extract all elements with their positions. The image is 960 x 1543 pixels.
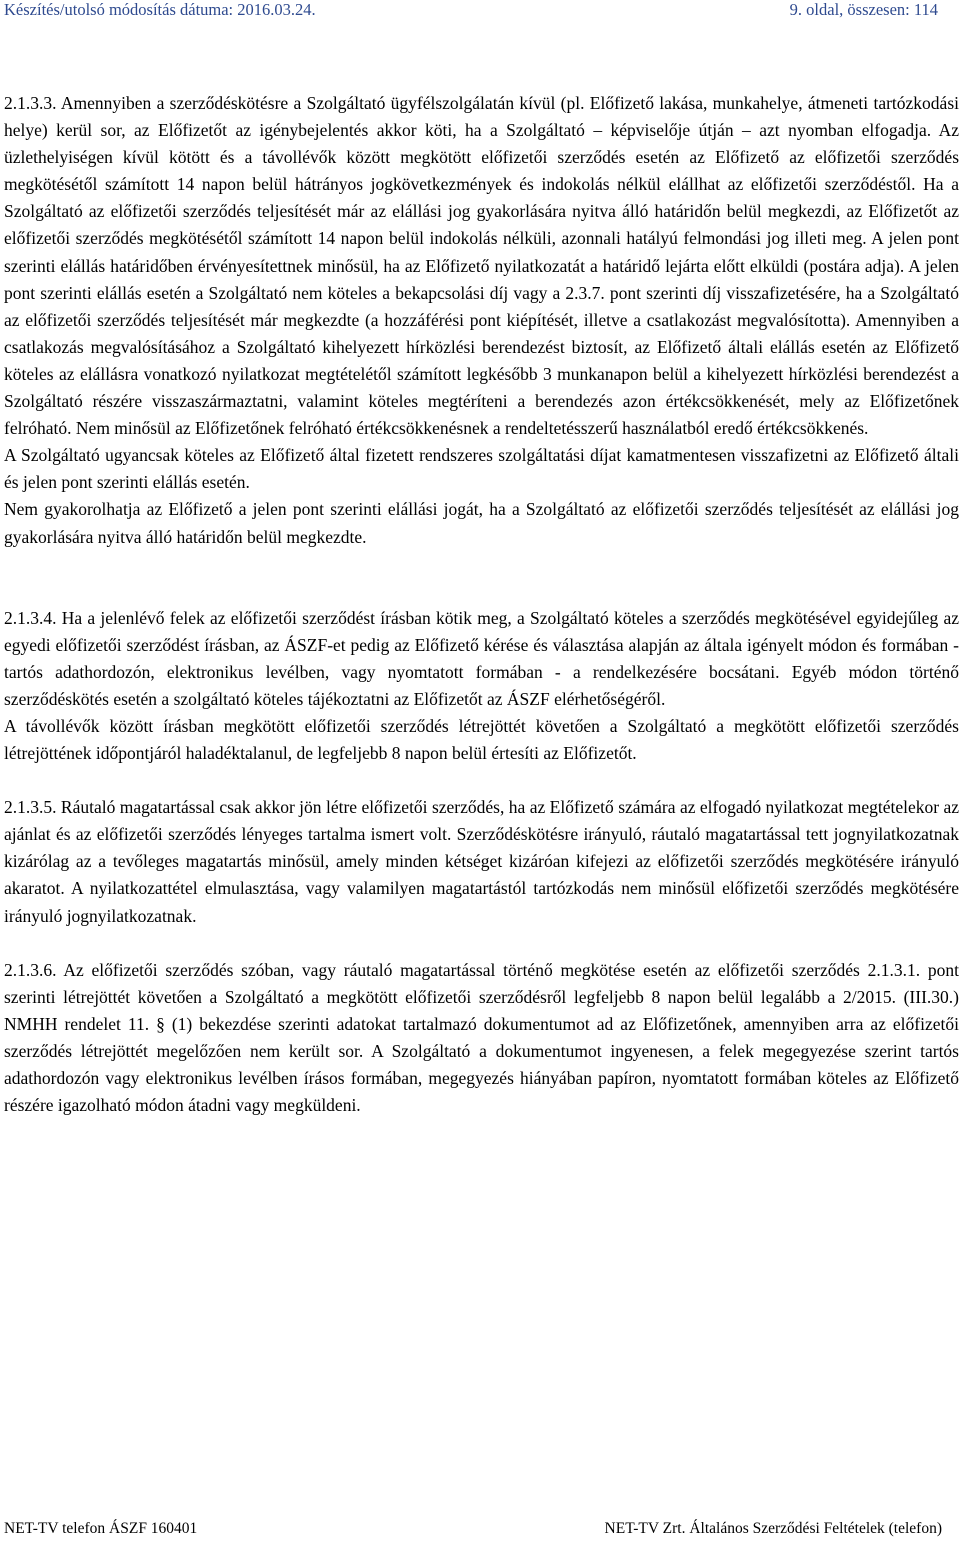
section-2-1-3-6-paragraph: 2.1.3.6. Az előfizetői szerződés szóban, vagy ráutaló magatartással történő megkötése esetén az előfizetői szerződés 2.1.3.1. pont szerinti létrejöttét követően a Szolgáltató a megkötött előfizetői szerződésről legfeljebb 8 napon belül legalább a 2/2015. (III.30.) NMHH rendelet 11. § (1) bekezdése szerinti adatokat tartalmazó dokumentumot ad az Előfizetőnek, amennyiben arra az előfizetői szerződés létrejöttét megelőzően nem került sor. A Szolgáltató a dokumentumot ingyenesen, a felek megegyezése szerint tartós adathordozón vagy elektronikus levélben írásos formában, megegyezés hiányában papíron, nyomtatott formában köteles az Előfizető részére igazolható módon átadni vagy megküldeni. [4, 959, 959, 1116]
refund-paragraph: A Szolgáltató ugyancsak köteles az Előfizető által fizetett rendszeres szolgáltatási díjat kamatmentesen visszafizetni az Előfizető általi és jelen pont szerinti elállás esetén. [4, 445, 959, 493]
page-header [4, 0, 938, 22]
section-2-1-3-4-paragraph: 2.1.3.4. Ha a jelenlévő felek az előfizetői szerződést írásban kötik meg, a Szolgáltató köteles a szerződés megkötésével egyidejűleg az egyedi előfizetői szerződést írásban, az ÁSZF-et pedig az Előfizető kérése és választása alapján az általa igényelt módon és formában - tartós adathordozón, elektronikus levélben, vagy nyomtatott formában - a rendelkezésére bocsátani. Egyéb módon történő szerződéskötés esetén a szolgáltató köteles tájékoztatni az Előfizetőt az ÁSZF elérhetőségéről. [4, 607, 959, 709]
section-2-1-3-5-paragraph: 2.1.3.5. Ráutaló magatartással csak akkor jön létre előfizetői szerződés, ha az Előfizető számára az elfogadó nyilatkozat megtételekor az ajánlat és az előfizetői szerződés lényeges tartalma ismert volt. Szerződéskötésre irányuló, ráutaló magatartással tett jognyilatkozatnak kizárólag az a tevőleges magatartás minősül, amely minden kétséget kizáróan kifejezi az előfizetői szerződés megkötésére irányuló akaratot. A nyilatkozattétel elmulasztása, vagy valamilyen magatartástól tartózkodás nem minősül előfizetői szerződés megkötésére irányuló jognyilatkozatnak. [4, 797, 959, 926]
distance-contract-paragraph: A távollévők között írásban megkötött előfizetői szerződés létrejöttét követően a Szolgáltató a megkötött előfizetői szerződés létrejöttének időpontjáról haladéktalanul, de legfeljebb 8 napon belül értesíti az Előfizetőt. [4, 715, 959, 764]
withdrawal-exception-paragraph: Nem gyakorolhatja az Előfizető a jelen pont szerinti elállási jogát, ha a Szolgáltató az előfizetői szerződés teljesítését az elállási jog gyakorlására nyitva álló határidőn belül megkezdte. [4, 499, 959, 547]
document-body [4, 90, 959, 1119]
revision-date: Készítés/utolsó módosítás dátuma: 2016.03.24. [4, 0, 316, 19]
section-2-1-3-3-paragraph: 2.1.3.3. Amennyiben a szerződéskötésre a Szolgáltató ügyfélszolgálatán kívül (pl. Előfizető lakása, munkahelye, átmeneti tartózkodási helye) kerül sor, az Előfizetőt az igénybejelentés akkor köti, ha a Szolgáltató – képviselője útján – azt nyomban elfogadja. Az üzlethelyiségen kívül kötött és a távollévők között megkötött előfizetői szerződés esetén az Előfizető az előfizetői szerződés megkötésétől számított 14 napon belül hátrányos jogkövetkezmények és indokolás nélkül elállhat az előfizetői szerződéstől. Ha a Szolgáltató az előfizetői szerződés teljesítését már az elállási jog gyakorlására nyitva álló határidőn belül megkezdi, az Előfizetőt az előfizetői szerződés megkötésétől számított 14 napon belül indokolás nélküli, azonnali hatályú felmondási jog illeti meg. A jelen pont szerinti elállás határidőben érvényesítettnek minősül, ha az Előfizető nyilatkozatát a határidő lejárta előtt elküldi (postára adja). A jelen pont szerinti elállás esetén a Szolgáltató nem köteles a bekapcsolási díj vagy a 2.3.7. pont szerinti díj visszafizetésére, ha a Szolgáltató az előfizetői szerződés teljesítését már megkezdte (a hozzáférési pont kiépítését, illetve a csatlakozást megvalósította). Amennyiben a csatlakozás megvalósításához a Szolgáltató kihelyezett hírközlési berendezést biztosít, az Előfizető általi elállás esetén az Előfizető köteles az elállásra vonatkozó nyilatkozat megtételétől számított legkésőbb 3 munkanapon belül a kihelyezett hírközlési berendezést a Szolgáltató részére visszaszármaztatni, valamint köteles megtéríteni a berendezés azon értékcsökkenését, mely az Előfizetőnek felróható. Nem minősül az Előfizetőnek felróható értékcsökkenésnek a rendeltetésszerű használatból eredő értékcsökkenés. [4, 93, 959, 439]
document-code: NET-TV telefon ÁSZF 160401 [4, 1520, 198, 1537]
page-number: 9. oldal, összesen: 114 [789, 0, 938, 19]
page-footer [4, 1519, 942, 1541]
document-title: NET-TV Zrt. Általános Szerződési Feltételek (telefon) [604, 1520, 942, 1537]
